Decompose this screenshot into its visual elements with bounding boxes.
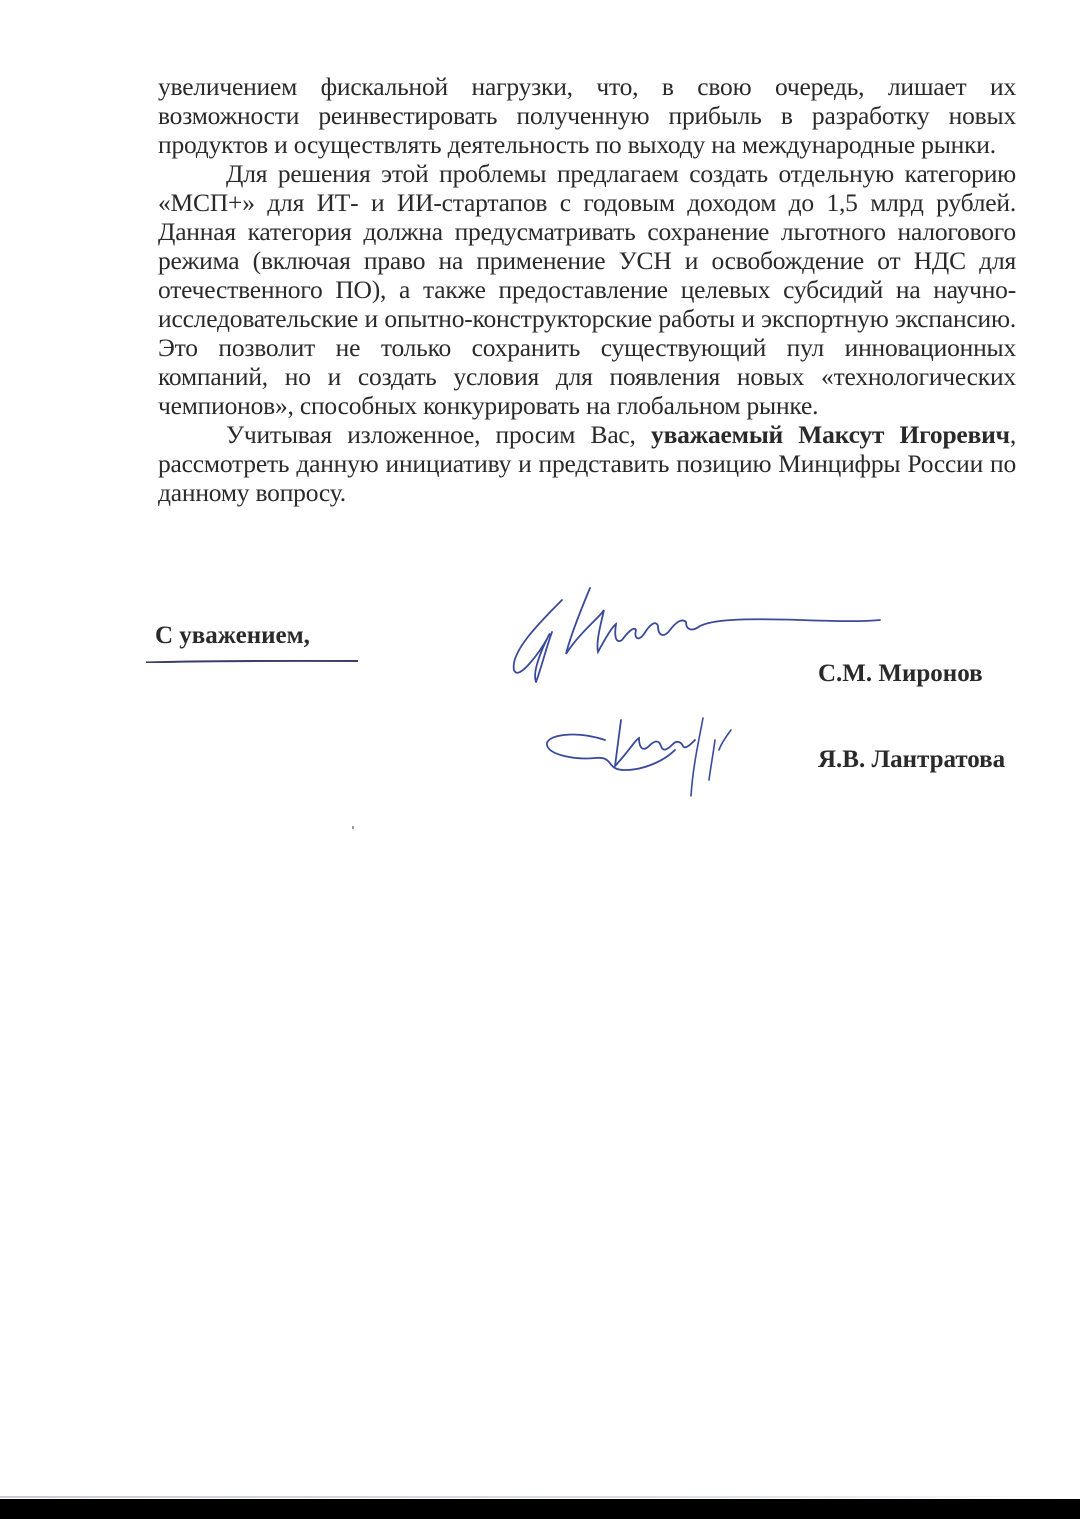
scan-page-edge (0, 1496, 1060, 1498)
paragraph-fiscal-burden: увеличением фискальной нагрузки, что, в свою очередь, лишает их возможности реинвестировать полученную прибыль в разработку новых продуктов и осуществлять деятельность по выходу на международные рынки. (158, 72, 1016, 159)
request-text-after: , рассмотреть данную инициативу и представить позицию Минцифры России по данному вопросу. (158, 420, 1016, 507)
paragraph-proposal: Для решения этой проблемы предлагаем создать отдельную категорию «МСП+» для ИТ- и ИИ-стартапов с годовым доходом до 1,5 млрд рублей. Данная категория должна предусматривать сохранение льготного налогового режима (включая право на применение УСН и освобождение от НДС для отечественного ПО), а также предоставление целевых субсидий на научно-исследовательские и опытно-конструкторские работы и экспортную экспансию. Это позволит не только сохранить существующий пул инновационных компаний, но и создать условия для появления новых «технологических чемпионов», способных конкурировать на глобальном рынке. (158, 159, 1016, 420)
request-text-before: Учитывая изложенное, просим Вас, (226, 420, 652, 449)
scan-speck (352, 826, 354, 829)
closing-underline (146, 660, 358, 663)
closing-phrase: С уважением, (155, 622, 310, 649)
scan-bottom-border (0, 1499, 1080, 1519)
paragraph-request (158, 420, 1016, 507)
signature-lantratova (535, 700, 765, 800)
signer-name-mironov: С.М. Миронов (818, 660, 983, 687)
addressee-name: уважаемый Максут Игоревич (651, 420, 1010, 449)
signer-name-lantratova: Я.В. Лантратова (818, 746, 1006, 773)
letter-body (158, 72, 1016, 507)
